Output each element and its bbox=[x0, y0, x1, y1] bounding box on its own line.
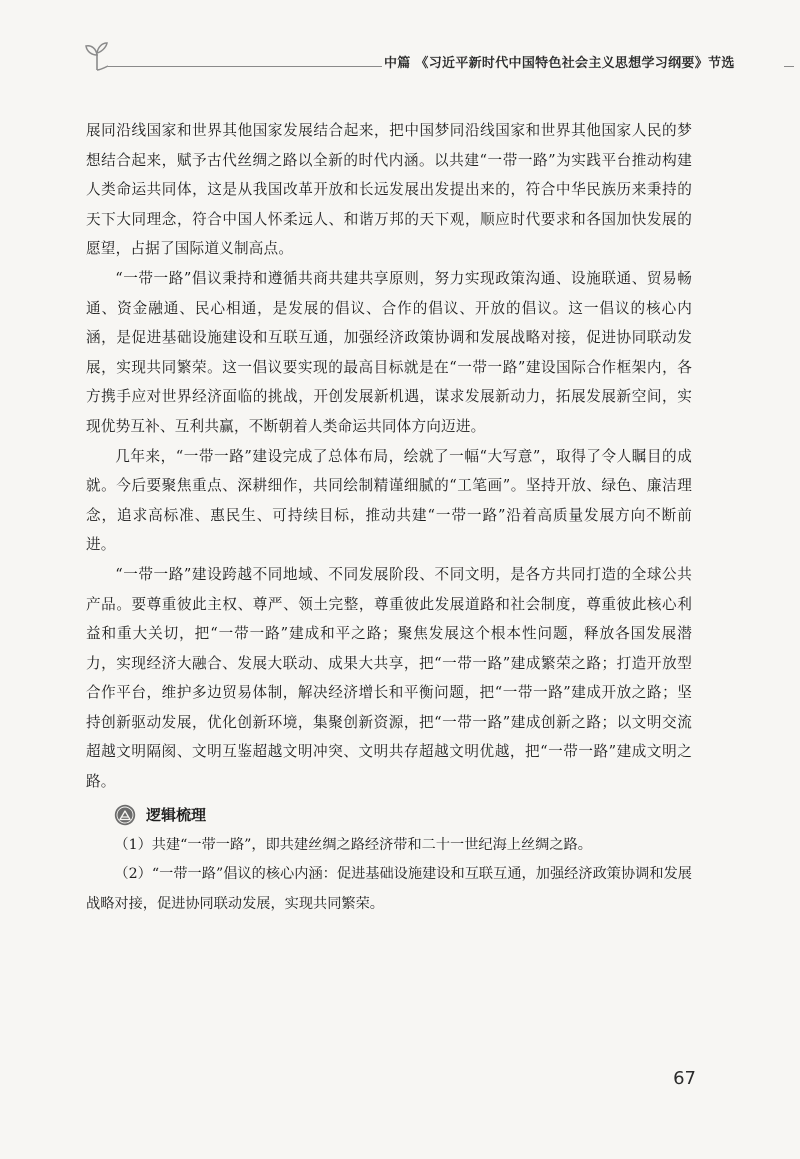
paragraph: “一带一路”倡议秉持和遵循共商共建共享原则，努力实现政策沟通、设施联通、贸易畅通、资金融通、民心相通，是发展的倡议、合作的倡议、开放的倡议。这一倡议的核心内涵，是促进基础设施建设和互联互通，加强经济政策协调和发展战略对接，促进协同联动发展，实现共同繁荣。这一倡议要实现的最高目标就是在“一带一路”建设国际合作框架内，各方携手应对世界经济面临的挑战，开创发展新机遇，谋求发展新动力，拓展发展新空间，实现优势互补、互利共赢，不断朝着人类命运共同体方向迈进。 bbox=[86, 269, 692, 435]
section-heading bbox=[86, 799, 692, 831]
puzzle-badge-icon bbox=[114, 804, 136, 826]
paragraph: “一带一路”建设跨越不同地域、不同发展阶段、不同文明，是各方共同打造的全球公共产品。要尊重彼此主权、尊严、领土完整，尊重彼此发展道路和社会制度，尊重彼此核心利益和重大关切，把“一带一路”建成和平之路；聚焦发展这个根本性问题，释放各国发展潜力，实现经济大融合、发展大联动、成果大共享，把“一带一路”建成繁荣之路；打造开放型合作平台，维护多边贸易体制，解决经济增长和平衡问题，把“一带一路”建成开放之路；坚持创新驱动发展，优化创新环境，集聚创新资源，把“一带一路”建成创新之路；以文明交流超越文明隔阂、文明互鉴超越文明冲突、文明共存超越文明优越，把“一带一路”建成文明之路。 bbox=[86, 565, 692, 791]
header-rule-right bbox=[784, 66, 794, 67]
page-number: 67 bbox=[673, 1068, 696, 1089]
header-title: 中篇 《习近平新时代中国特色社会主义思想学习纲要》节选 bbox=[384, 56, 735, 71]
paragraph: 几年来，“一带一路”建设完成了总体布局，绘就了一幅“大写意”，取得了令人瞩目的成就。今后要聚焦重点、深耕细作，共同绘制精谨细腻的“工笔画”。坚持开放、绿色、廉洁理念，追求高标准、惠民生、可持续目标，推动共建“一带一路”沿着高质量发展方向不断前进。 bbox=[86, 447, 692, 554]
page-body bbox=[86, 116, 692, 919]
paragraph: 展同沿线国家和世界其他国家发展结合起来，把中国梦同沿线国家和世界其他国家人民的梦想结合起来，赋予古代丝绸之路以全新的时代内涵。以共建“一带一路”为实践平台推动构建人类命运共同体，这是从我国改革开放和长远发展出发提出来的，符合中华民族历来秉持的天下大同理念，符合中国人怀柔远人、和谐万邦的天下观，顺应时代要求和各国加快发展的愿望，占据了国际道义制高点。 bbox=[86, 122, 692, 258]
list-item: （1）共建“一带一路”，即共建丝绸之路经济带和二十一世纪海上丝绸之路。 bbox=[114, 836, 592, 853]
running-header bbox=[84, 40, 784, 80]
section-title: 逻辑梳理 bbox=[146, 806, 207, 825]
header-rule-left bbox=[108, 66, 382, 67]
sprout-icon bbox=[84, 40, 110, 74]
list-item: （2）“一带一路”倡议的核心内涵：促进基础设施建设和互联互通，加强经济政策协调和发展战略对接，促进协同联动发展，实现共同繁荣。 bbox=[86, 866, 692, 912]
